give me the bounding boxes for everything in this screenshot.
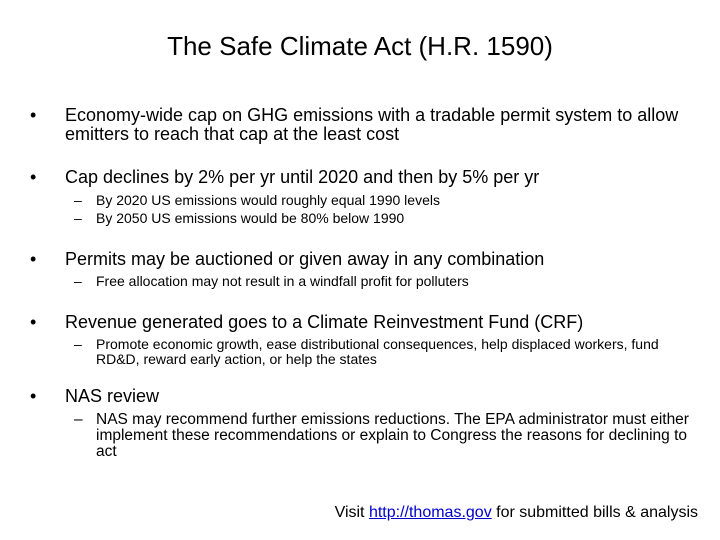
bullet-text: Permits may be auctioned or given away in any combination — [65, 249, 545, 269]
bullet-revenue — [30, 313, 700, 367]
sub-bullet — [74, 211, 700, 226]
bullet-marker: • — [30, 249, 37, 269]
sub-bullet-text: Free allocation may not result in a windfall profit for polluters — [96, 273, 469, 289]
bullet-economy-wide-cap — [30, 106, 700, 144]
bullet-marker: • — [30, 105, 37, 125]
bullet-permits — [30, 250, 700, 289]
sub-bullet-marker: – — [74, 273, 82, 289]
sub-bullet-text: Promote economic growth, ease distributional consequences, help displaced workers, fund RD&D, reward early action, or help the states — [96, 336, 659, 367]
footer-note — [0, 503, 698, 523]
thomas-gov-link[interactable]: http://thomas.gov — [368, 504, 492, 521]
footer-prefix: Visit — [334, 504, 369, 521]
bullet-marker: • — [30, 386, 37, 406]
bullet-marker: • — [30, 312, 37, 332]
bullet-text: Economy-wide cap on GHG emissions with a tradable permit system to allow emitters to reach that cap at the least cost — [65, 105, 679, 144]
slide-title: The Safe Climate Act (H.R. 1590) — [167, 31, 553, 61]
sub-bullet-marker: – — [74, 210, 82, 226]
sub-bullet — [74, 337, 700, 367]
sub-bullet — [74, 274, 700, 289]
sub-bullet-marker: – — [74, 336, 82, 352]
sub-bullet-marker: – — [74, 192, 82, 208]
bullet-text: Cap declines by 2% per yr until 2020 and then by 5% per yr — [65, 167, 540, 187]
sub-bullet-text: NAS may recommend further emissions reductions. The EPA administrator must either implement these recommendations or explain to Congress the reasons for declining to act — [96, 411, 689, 460]
bullet-nas-review — [30, 387, 700, 460]
bullet-marker: • — [30, 167, 37, 187]
footer-suffix: for submitted bills & analysis — [491, 504, 698, 521]
bullet-cap-declines — [30, 168, 700, 226]
sub-bullet-text: By 2020 US emissions would roughly equal 1990 levels — [96, 192, 440, 208]
bullet-text: NAS review — [65, 386, 160, 406]
sub-bullet-text: By 2050 US emissions would be 80% below 1990 — [96, 210, 405, 226]
bullet-text: Revenue generated goes to a Climate Reinvestment Fund (CRF) — [65, 312, 584, 332]
sub-bullet — [74, 412, 700, 460]
sub-bullet — [74, 193, 700, 208]
sub-bullet-marker: – — [74, 411, 83, 428]
